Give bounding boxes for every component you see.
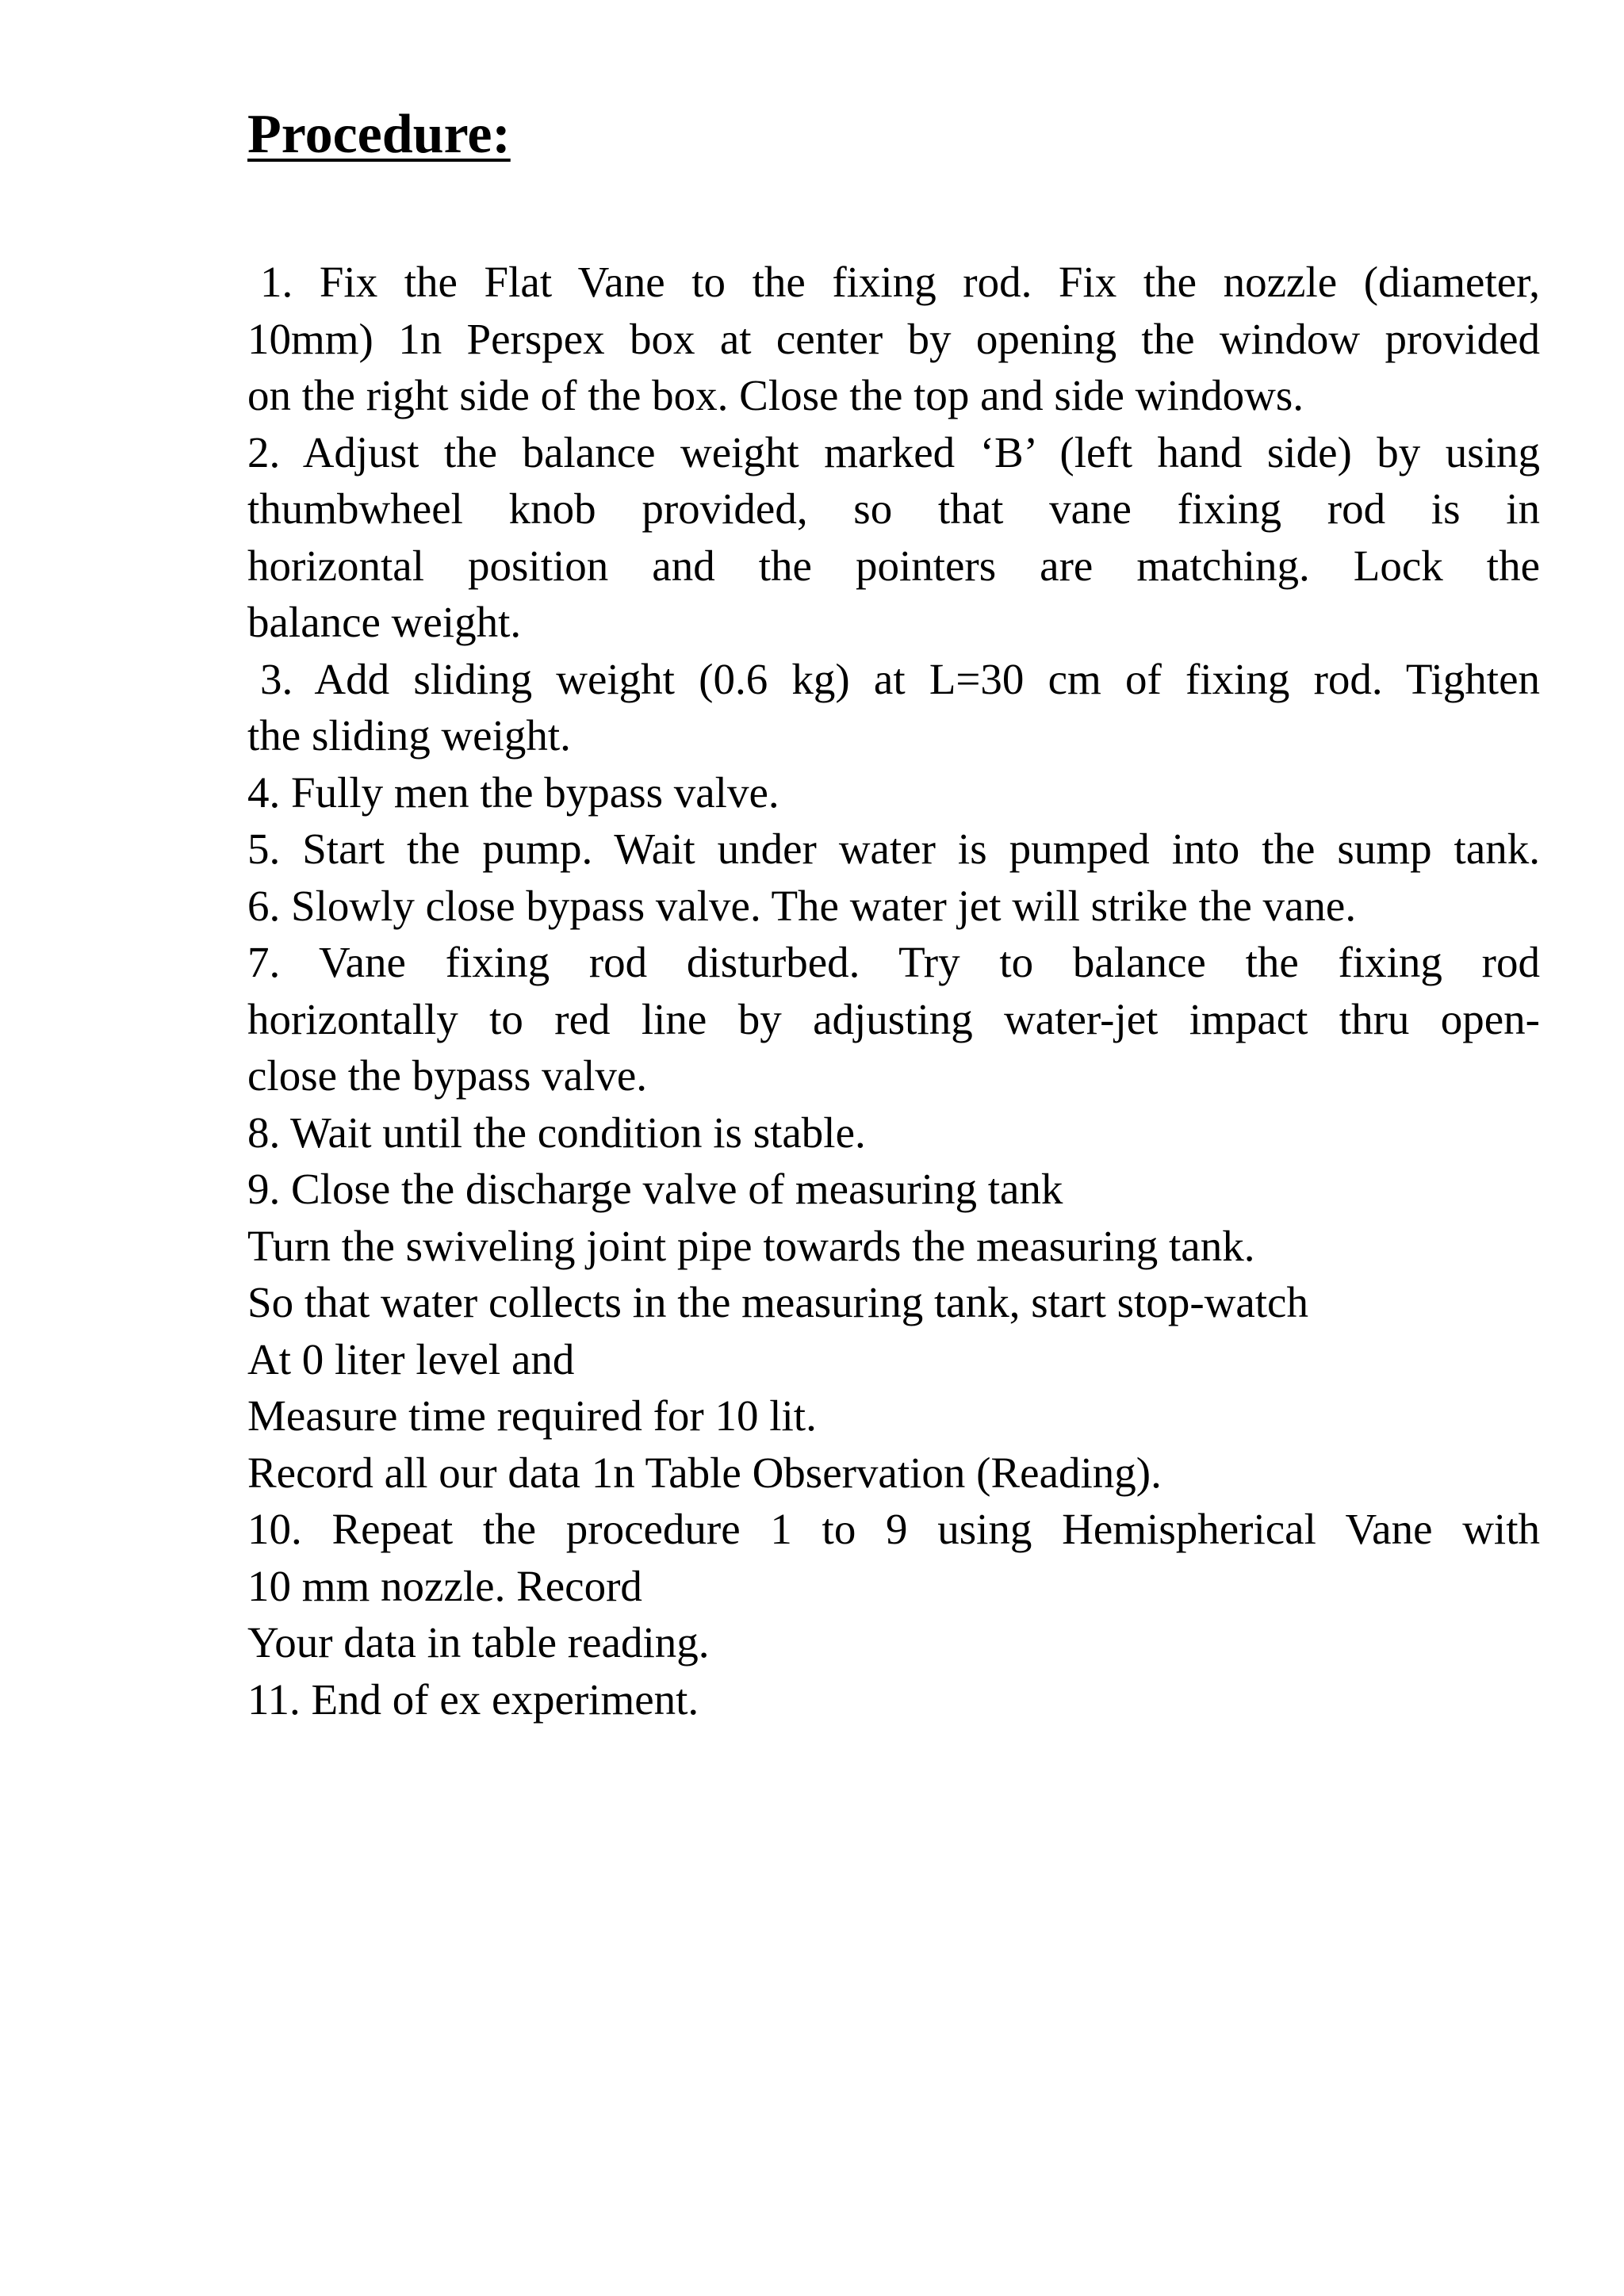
text-line: horizontally to red line by adjusting water-jet impact thru open-: [247, 994, 1540, 1043]
text-line: 9. Close the discharge valve of measuring tank: [247, 1165, 1063, 1213]
text-line: close the bypass valve.: [247, 1051, 648, 1100]
text-line: 10mm) 1n Perspex box at center by opening the window provided: [247, 314, 1540, 363]
text-line: 10 mm nozzle. Record: [247, 1561, 642, 1610]
text-line: 10. Repeat the procedure 1 to 9 using Hemispherical Vane with: [247, 1505, 1540, 1553]
text-line: Turn the swiveling joint pipe towards the measuring tank.: [247, 1221, 1255, 1270]
procedure-text: [247, 254, 1540, 1728]
text-line: horizontal position and the pointers are matching. Lock the: [247, 541, 1540, 590]
text-line: 3. Add sliding weight (0.6 kg) at L=30 cm of fixing rod. Tighten: [260, 654, 1540, 703]
text-line: At 0 liter level and: [247, 1334, 575, 1383]
text-line: thumbwheel knob provided, so that vane fixing rod is in: [247, 484, 1540, 533]
text-line: 11. End of ex experiment.: [247, 1674, 699, 1724]
text-line: Your data in table reading.: [247, 1618, 710, 1667]
text-line: Record all our data 1n Table Observation (Reading).: [247, 1448, 1162, 1497]
text-line: Measure time required for 10 lit.: [247, 1391, 817, 1440]
text-line: balance weight.: [247, 598, 522, 646]
text-line: 7. Vane fixing rod disturbed. Try to balance the fixing rod: [247, 938, 1540, 986]
document-page: [247, 101, 1540, 1728]
text-line: 2. Adjust the balance weight marked ‘B’ (left hand side) by using: [247, 427, 1540, 476]
text-line: So that water collects in the measuring tank, start stop-watch: [247, 1278, 1308, 1326]
text-line: 1. Fix the Flat Vane to the fixing rod. Fix the nozzle (diameter,: [260, 258, 1540, 306]
text-line: 5. Start the pump. Wait under water is pumped into the sump tank.: [247, 825, 1540, 873]
text-line: on the right side of the box. Close the top and side windows.: [247, 371, 1304, 419]
text-line: 6. Slowly close bypass valve. The water jet will strike the vane.: [247, 881, 1357, 930]
page-title: Procedure:: [247, 104, 511, 165]
text-line: 8. Wait until the condition is stable.: [247, 1108, 866, 1157]
text-line: 4. Fully men the bypass valve.: [247, 767, 779, 817]
text-line: the sliding weight.: [247, 711, 571, 760]
